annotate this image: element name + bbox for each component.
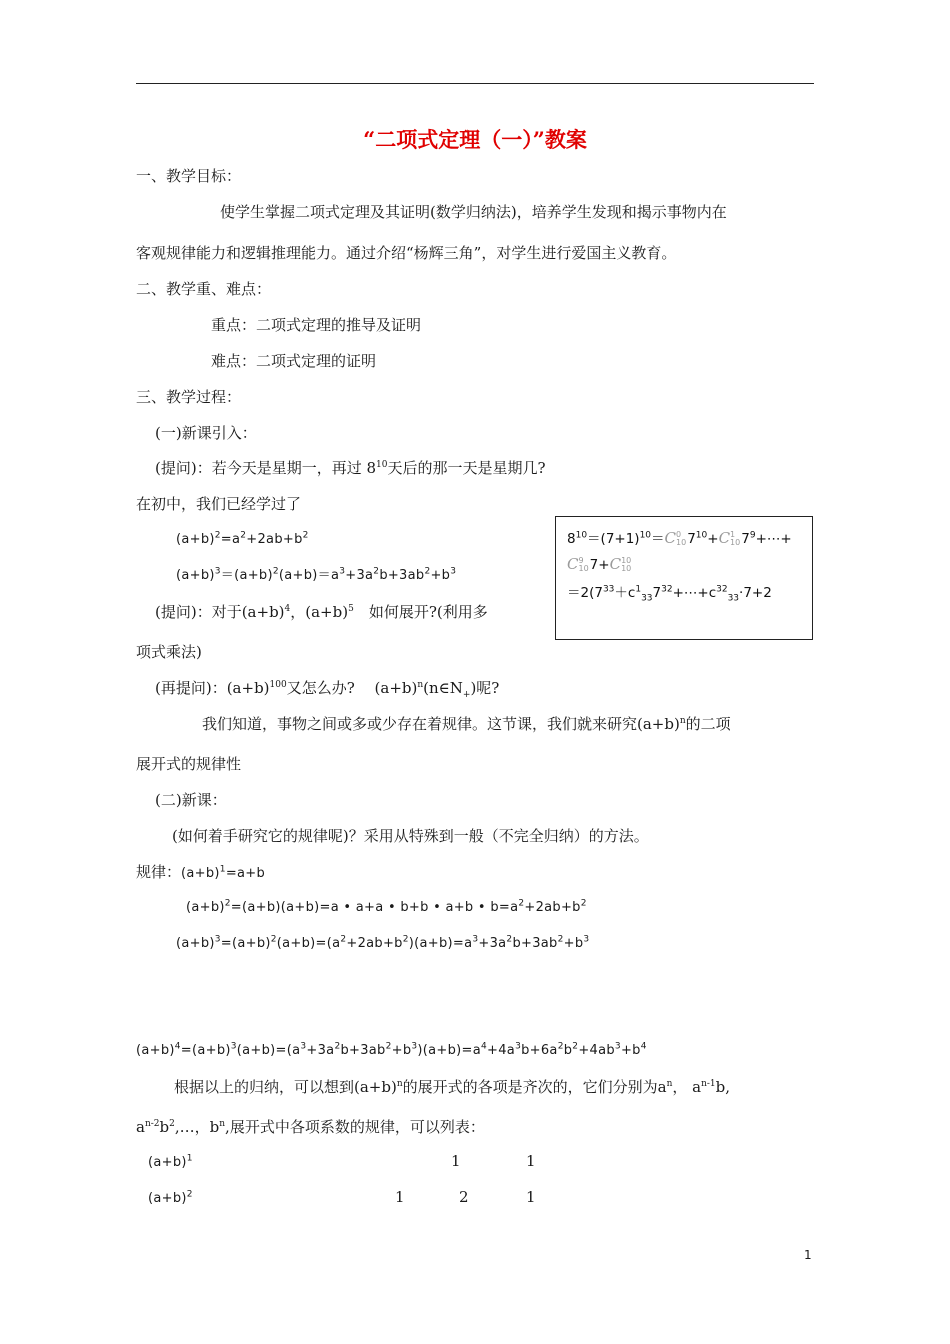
rule-line-2: $(a+b)^2=(a+b)(a+b)=a$ • a+a • b+b • a+b • $b=a^2+2ab+b^2$ [186, 898, 587, 915]
question-3: (再提问)：$(a+b)^{100}$又怎么办? $(a+b)^n(n\in N_+)$呢? [155, 679, 500, 700]
rule-line-1: 规律：$(a+b)^1=a+b$ [136, 863, 266, 881]
section-heading-objectives: 一、教学目标： [136, 167, 242, 185]
question-2: (提问)：对于$(a+b)^4$，$(a+b)^5$ 如何展开?(利用多 [155, 603, 488, 621]
section-heading-keypoints: 二、教学重、难点： [136, 280, 272, 298]
middle-school-text: 在初中，我们已经学过了 [136, 495, 302, 513]
table-row-1-value: 1 [451, 1152, 461, 1170]
induction-text-2: $a^{n-2}b^2,\dots$，$b^n$,展开式中各项系数的规律，可以列表： [136, 1118, 485, 1136]
subsection-new-lesson: (二)新课： [155, 791, 227, 809]
page-title: “二项式定理（一）”教案 [363, 127, 587, 152]
box-line-2: C 9 10 7+C 10 10 [567, 555, 632, 573]
calculation-box [555, 516, 813, 640]
header-rule [136, 83, 814, 84]
objectives-paragraph-2: 客观规律能力和逻辑推理能力。通过介绍“杨辉三角”，对学生进行爱国主义教育。 [136, 244, 677, 262]
pattern-statement: 我们知道，事物之间或多或少存在着规律。这节课，我们就来研究$(a+b)^n$的二项 [202, 715, 731, 733]
table-row-2-value: 1 [395, 1188, 405, 1206]
question-1: (提问)：若今天是星期一，再过 $8^{10}$天后的那一天是星期几? [155, 459, 546, 477]
table-row-2-value: 2 [459, 1188, 469, 1206]
question-2-continued: 项式乘法) [136, 643, 202, 661]
table-row-2-label: $(a+b)^2$ [148, 1189, 193, 1206]
rule-line-4: $(a+b)^4=(a+b)^3(a+b)=(a^3+3a^2b+3ab^2+b^3)(a+b)=a^4+4a^3b+6a^2b^2+4ab^3+b^4$ [136, 1041, 647, 1058]
box-line-3: $=2(7^{33}+c^1_{33}7^{32}+\cdots+c^{32}_{33}\cdot 7+2$ [567, 584, 772, 604]
subsection-intro: (一)新课引入： [155, 424, 257, 442]
induction-text-1: 根据以上的归纳，可以想到$(a+b)^n$的展开式的各项是齐次的，它们分别为$a^n$， $a^{n-1}b$, [174, 1078, 731, 1096]
table-row-1-label: $(a+b)^1$ [148, 1153, 193, 1170]
section-heading-process: 三、教学过程： [136, 388, 242, 406]
table-row-2-value: 1 [526, 1188, 536, 1206]
formula-square: $(a+b)^2=a^2+2ab+b^2$ [176, 530, 309, 547]
objectives-paragraph-1: 使学生掌握二项式定理及其证明(数学归纳法)，培养学生发现和揭示事物内在 [220, 203, 727, 221]
difficult-point: 难点：二项式定理的证明 [211, 352, 377, 370]
key-point: 重点：二项式定理的推导及证明 [211, 316, 422, 334]
page-number: 1 [804, 1248, 812, 1262]
rule-line-3: $(a+b)^3=(a+b)^2(a+b)=(a^2+2ab+b^2)(a+b)=a^3+3a^2b+3ab^2+b^3$ [176, 934, 590, 951]
box-line-1: $8^{10}=(7+1)^{10}=C$ 0 10 $7^{10}+C$ 1 10 $7^9+\cdots+$ [567, 529, 792, 547]
pattern-statement-continued: 展开式的规律性 [136, 755, 242, 773]
formula-cube: $(a+b)^3=(a+b)^2(a+b)=a^3+3a^2b+3ab^2+b^3$ [176, 566, 457, 583]
method-text: (如何着手研究它的规律呢)？采用从特殊到一般（不完全归纳）的方法。 [172, 827, 649, 845]
table-row-1-value: 1 [526, 1152, 536, 1170]
